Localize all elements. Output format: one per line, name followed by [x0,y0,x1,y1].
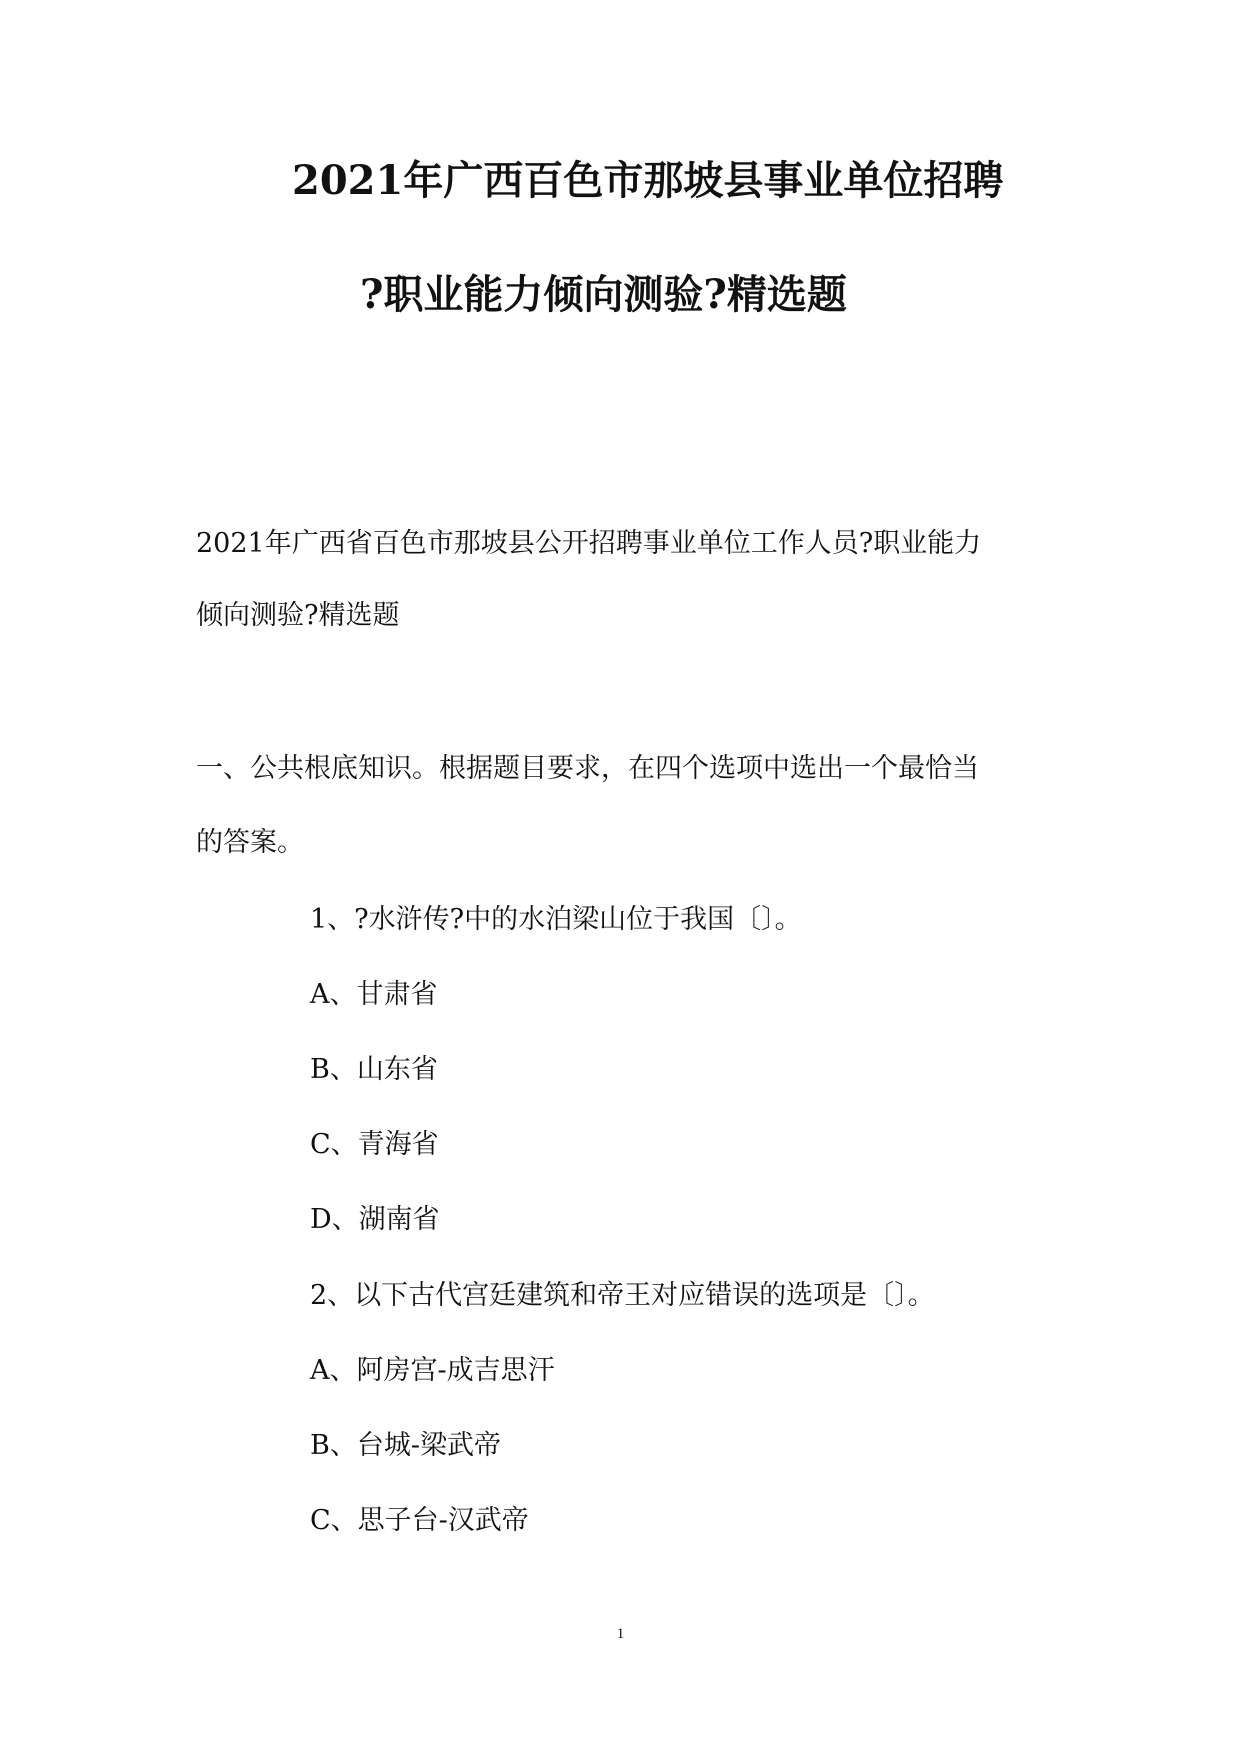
question-1-option-d: D、湖南省 [310,1204,440,1235]
document-title-line-1: 2021年广西百色市那坡县事业单位招聘 [292,157,1004,204]
question-1-option-a: A、甘肃省 [310,979,438,1010]
question-1-stem: 1、?水浒传?中的水泊梁山位于我国〔〕。 [310,904,802,935]
page-number: 1 [616,1626,625,1642]
intro-paragraph-line-2: 倾向测验?精选题 [196,600,400,631]
document-title-line-2: ?职业能力倾向测验?精选题 [360,271,847,318]
question-2-option-c: C、思子台-汉武帝 [310,1505,529,1536]
question-2-option-b: B、台城-梁武帝 [310,1430,501,1461]
intro-paragraph-line-1: 2021年广西省百色市那坡县公开招聘事业单位工作人员?职业能力 [196,528,982,559]
question-1-option-b: B、山东省 [310,1054,438,1085]
question-1-option-c: C、青海省 [310,1129,439,1160]
section-heading-line-2: 的答案。 [196,827,304,858]
section-heading-line-1: 一、公共根底知识。根据题目要求，在四个选项中选出一个最恰当 [196,753,979,784]
question-2-stem: 2、以下古代宫廷建筑和帝王对应错误的选项是〔〕。 [310,1280,935,1311]
question-2-option-a: A、阿房宫-成吉思汗 [310,1355,555,1386]
